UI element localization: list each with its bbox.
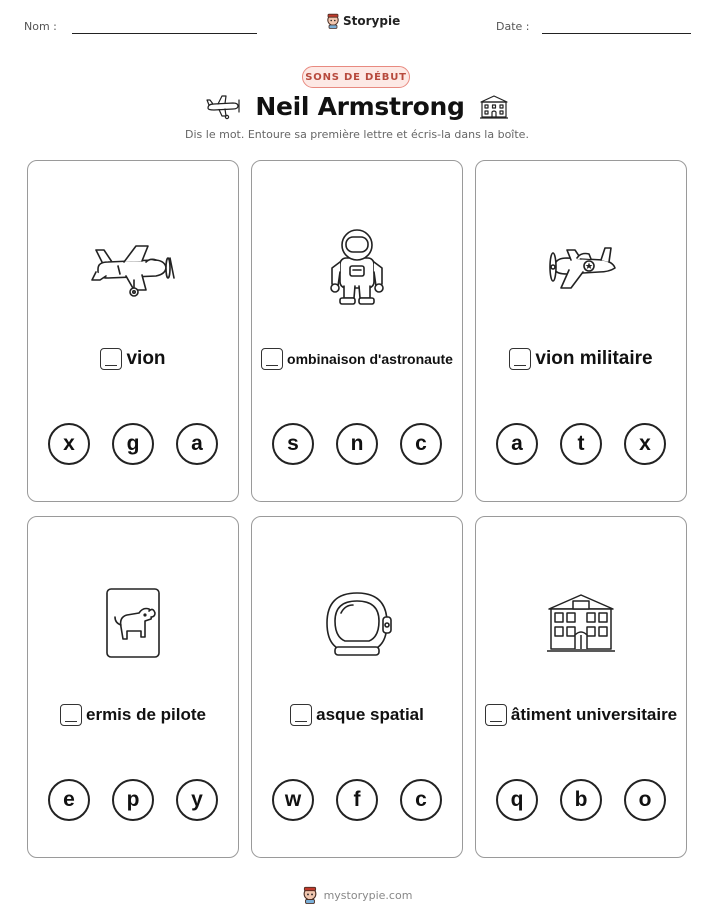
instructions: Dis le mot. Entoure sa première lettre et écris-la dans la boîte.	[185, 128, 529, 141]
letter-choice[interactable]: q	[496, 779, 538, 821]
category-badge: SONS DE DÉBUT	[302, 66, 410, 88]
answer-box[interactable]	[261, 348, 283, 370]
footer	[0, 886, 714, 904]
letter-choice[interactable]: f	[336, 779, 378, 821]
partial-word: vion militaire	[535, 348, 653, 369]
letter-choice[interactable]: g	[112, 423, 154, 465]
letter-choice[interactable]: w	[272, 779, 314, 821]
partial-word: ermis de pilote	[86, 705, 206, 724]
astronaut-icon	[326, 228, 388, 306]
word-card	[251, 516, 463, 858]
answer-box[interactable]	[100, 348, 122, 370]
space-helmet-icon	[321, 589, 393, 657]
word-card	[27, 160, 239, 502]
title-row	[0, 92, 714, 121]
partial-word: vion	[126, 348, 166, 369]
letter-choice[interactable]: e	[48, 779, 90, 821]
letter-choice[interactable]: s	[272, 423, 314, 465]
university-building-icon	[479, 94, 509, 120]
answer-box[interactable]	[509, 348, 531, 370]
letter-choice[interactable]: x	[48, 423, 90, 465]
partial-word: asque spatial	[316, 705, 424, 724]
letter-choice[interactable]: t	[560, 423, 602, 465]
pilot-license-icon	[105, 587, 161, 659]
letter-choice[interactable]: c	[400, 779, 442, 821]
word-card	[251, 160, 463, 502]
storypie-mascot-icon	[302, 886, 318, 904]
answer-box[interactable]	[290, 704, 312, 726]
letter-choice[interactable]: y	[176, 779, 218, 821]
answer-box[interactable]	[485, 704, 507, 726]
military-plane-icon	[543, 240, 619, 294]
word-card	[475, 160, 687, 502]
storypie-mascot-icon	[326, 13, 340, 29]
university-building-icon	[545, 591, 617, 655]
letter-choice[interactable]: b	[560, 779, 602, 821]
name-label: Nom :	[24, 20, 57, 33]
word-card	[475, 516, 687, 858]
brand-name: Storypie	[343, 14, 401, 28]
airplane-icon	[90, 236, 176, 298]
letter-choice[interactable]: p	[112, 779, 154, 821]
name-line[interactable]	[72, 33, 257, 34]
letter-choice[interactable]: n	[336, 423, 378, 465]
letter-choice[interactable]: o	[624, 779, 666, 821]
word-card	[27, 516, 239, 858]
letter-choice[interactable]: a	[496, 423, 538, 465]
page-title: Neil Armstrong	[255, 92, 465, 121]
date-label: Date :	[496, 20, 530, 33]
letter-choice[interactable]: c	[400, 423, 442, 465]
partial-word: âtiment universitaire	[510, 705, 678, 724]
partial-word: ombinaison d'astronaute	[287, 351, 453, 367]
answer-box[interactable]	[60, 704, 82, 726]
footer-site[interactable]: mystorypie.com	[323, 888, 413, 902]
letter-choice[interactable]: x	[624, 423, 666, 465]
letter-choice[interactable]: a	[176, 423, 218, 465]
airplane-icon	[205, 94, 241, 120]
brand-logo	[326, 13, 400, 29]
date-line[interactable]	[542, 33, 691, 34]
